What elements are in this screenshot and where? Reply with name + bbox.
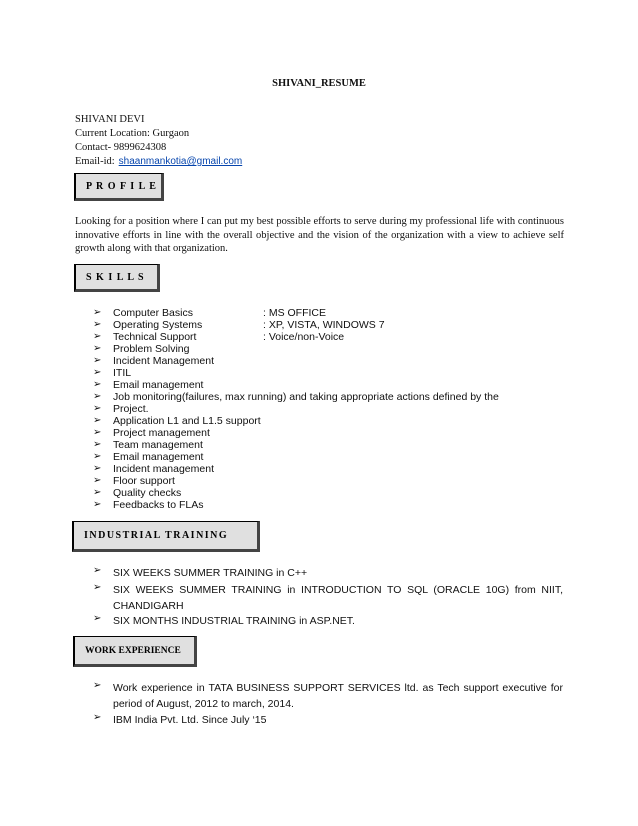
- bullet-arrow-icon: ➢: [93, 487, 102, 498]
- experience-list: [93, 680, 563, 730]
- bullet-arrow-icon: ➢: [93, 319, 102, 330]
- candidate-name: SHIVANI DEVI: [75, 114, 145, 125]
- bullet-arrow-icon: ➢: [93, 355, 102, 366]
- training-list: [93, 565, 563, 625]
- skill-item-text: Team management: [113, 439, 203, 451]
- bullet-arrow-icon: ➢: [93, 499, 102, 510]
- profile-heading: P R O F I L E: [74, 173, 164, 201]
- skill-item-text: Floor support: [113, 475, 175, 487]
- skill-item-text: Job monitoring(failures, max running) and taking appropriate actions defined by the: [113, 391, 499, 403]
- skills-heading: S K I L L S: [74, 264, 160, 292]
- skill-item-text: Problem Solving: [113, 343, 190, 355]
- bullet-arrow-icon: ➢: [93, 613, 102, 624]
- training-item-text: SIX MONTHS INDUSTRIAL TRAINING in ASP.NET.: [113, 615, 355, 627]
- bullet-arrow-icon: ➢: [93, 331, 102, 342]
- skill-item-text: Incident management: [113, 463, 214, 475]
- document-title: SHIVANI_RESUME: [272, 78, 366, 89]
- bullet-arrow-icon: ➢: [93, 427, 102, 438]
- bullet-arrow-icon: ➢: [93, 343, 102, 354]
- bullet-arrow-icon: ➢: [93, 475, 102, 486]
- skills-list: [93, 307, 563, 517]
- skill-item-text: Email management: [113, 451, 204, 463]
- training-item-text: SIX WEEKS SUMMER TRAINING in C++: [113, 567, 308, 579]
- experience-item-text: IBM India Pvt. Ltd. Since July ‘15: [113, 714, 267, 726]
- bullet-arrow-icon: ➢: [93, 415, 102, 426]
- skill-item-text: Technical Support: [113, 331, 197, 343]
- skill-item-value: : Voice/non-Voice: [263, 331, 345, 343]
- skill-item-text: Project.: [113, 403, 149, 415]
- email-label: Email-id:: [75, 156, 115, 167]
- experience-item-text: Work experience in TATA BUSINESS SUPPORT SERVICES ltd. as Tech support executive for period of August, 2012 to march, 2014.: [113, 682, 563, 710]
- skill-item-value: : XP, VISTA, WINDOWS 7: [263, 319, 385, 331]
- skill-item-text: Project management: [113, 427, 210, 439]
- profile-text: Looking for a position where I can put my best possible efforts to serve during my professional life with continuous innovative efforts in line with the overall objective and the vision of the organization with a view to achieve self growth along with that organization.: [75, 216, 564, 254]
- bullet-arrow-icon: ➢: [93, 451, 102, 462]
- bullet-arrow-icon: ➢: [93, 403, 102, 414]
- skill-item-text: Incident Management: [113, 355, 214, 367]
- skill-item-text: Computer Basics: [113, 307, 193, 319]
- bullet-arrow-icon: ➢: [93, 712, 102, 723]
- bullet-arrow-icon: ➢: [93, 463, 102, 474]
- current-location: Current Location: Gurgaon: [75, 128, 190, 139]
- skill-item-text: Quality checks: [113, 487, 182, 499]
- training-item-text: SIX WEEKS SUMMER TRAINING in INTRODUCTION TO SQL (ORACLE 10G) from NIIT, CHANDIGARH: [113, 584, 563, 612]
- bullet-arrow-icon: ➢: [93, 680, 102, 691]
- work-experience-heading: WORK EXPERIENCE: [73, 636, 197, 667]
- contact-phone: Contact- 9899624308: [75, 142, 167, 153]
- bullet-arrow-icon: ➢: [93, 391, 102, 402]
- email-row: [75, 156, 242, 167]
- bullet-arrow-icon: ➢: [93, 307, 102, 318]
- bullet-arrow-icon: ➢: [93, 565, 102, 576]
- skill-item-text: Application L1 and L1.5 support: [113, 415, 261, 427]
- skill-item-text: Operating Systems: [113, 319, 203, 331]
- bullet-arrow-icon: ➢: [93, 367, 102, 378]
- bullet-arrow-icon: ➢: [93, 379, 102, 390]
- email-link[interactable]: shaanmankotia@gmail.com: [118, 156, 243, 167]
- bullet-arrow-icon: ➢: [93, 439, 102, 450]
- bullet-arrow-icon: ➢: [93, 582, 102, 593]
- industrial-training-heading: INDUSTRIAL TRAINING: [72, 521, 260, 552]
- skill-item-text: Feedbacks to FLAs: [113, 499, 204, 511]
- skill-item-text: ITIL: [113, 367, 132, 379]
- skill-item-text: Email management: [113, 379, 204, 391]
- skill-item-value: : MS OFFICE: [263, 307, 326, 319]
